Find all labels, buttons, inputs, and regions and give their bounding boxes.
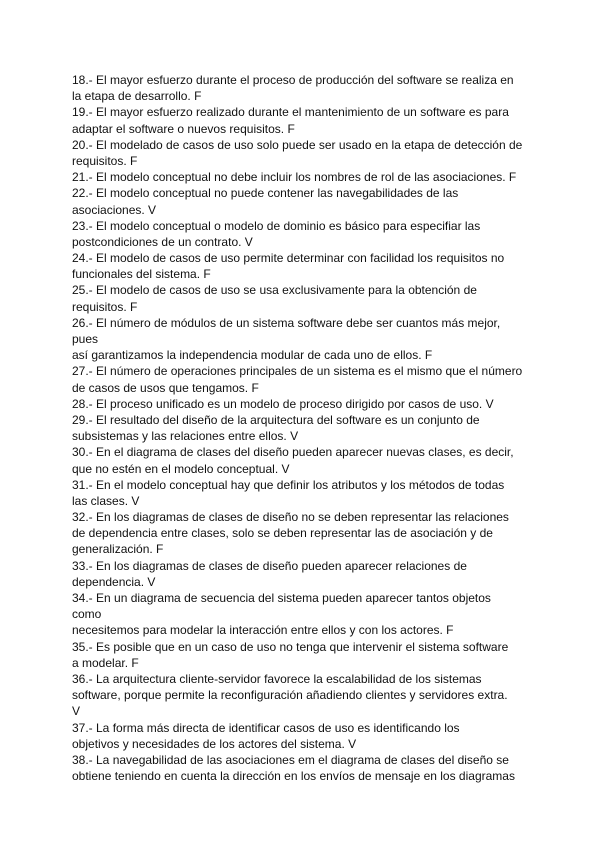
text-line: 35.- Es posible que en un caso de uso no tenga que intervenir el sistema software — [72, 639, 509, 654]
text-line: asociaciones. V — [72, 202, 157, 217]
text-line: así garantizamos la independencia modular de cada uno de ellos. F — [72, 348, 433, 363]
text-line: 33.- En los diagramas de clases de diseño pueden aparecer relaciones de — [72, 558, 467, 573]
text-line: 19.- El mayor esfuerzo realizado durante el mantenimiento de un software es para — [72, 105, 509, 120]
text-line: adaptar el software o nuevos requisitos. F — [72, 121, 295, 136]
text-line: requisitos. F — [72, 299, 138, 314]
text-line: requisitos. F — [72, 153, 138, 168]
text-line: 26.- El número de módulos de un sistema software debe ser cuantos más mejor, — [72, 315, 501, 330]
text-line: 38.- La navegabilidad de las asociaciones em el diagrama de clases del diseño se — [72, 752, 509, 767]
text-line: obtiene teniendo en cuenta la dirección en los envíos de mensaje en los diagramas — [72, 769, 515, 784]
text-line: 22.- El modelo conceptual no puede contener las navegabilidades de las — [72, 186, 459, 201]
text-line: que no estén en el modelo conceptual. V — [72, 461, 290, 476]
text-line: la etapa de desarrollo. F — [72, 89, 202, 104]
text-line: generalización. F — [72, 542, 164, 557]
text-line: 21.- El modelo conceptual no debe incluir los nombres de rol de las asociaciones. F — [72, 170, 517, 185]
text-line: 30.- En el diagrama de clases del diseño pueden aparecer nuevas clases, es decir, — [72, 445, 514, 460]
text-line: 27.- El número de operaciones principales de un sistema es el mismo que el número — [72, 364, 523, 379]
text-line: 20.- El modelado de casos de uso solo puede ser usado en la etapa de detección de — [72, 137, 523, 152]
text-line: 34.- En un diagrama de secuencia del sistema pueden aparecer tantos objetos — [72, 591, 491, 605]
text-line: 37.- La forma más directa de identificar casos de uso es identificando los — [72, 720, 460, 735]
text-line: de dependencia entre clases, solo se deben representar las de asociación y de — [72, 526, 493, 541]
text-line: 24.- El modelo de casos de uso permite determinar con facilidad los requisitos no — [72, 251, 505, 266]
text-line: software, porque permite la reconfiguración añadiendo clientes y servidores extra. — [72, 688, 508, 703]
text-line: 23.- El modelo conceptual o modelo de dominio es básico para especifiar las — [72, 218, 481, 233]
text-line: postcondiciones de un contrato. V — [72, 234, 253, 249]
text-line: dependencia. V — [72, 574, 156, 589]
text-line: funcionales del sistema. F — [72, 267, 211, 282]
text-line: 36.- La arquitectura cliente-servidor favorece la escalabilidad de los sistemas — [72, 671, 482, 686]
document-body — [72, 72, 532, 784]
text-line: 28.- El proceso unificado es un modelo de proceso dirigido por casos de uso. V — [72, 396, 494, 411]
text-line: 25.- El modelo de casos de uso se usa exclusivamente para la obtención de — [72, 283, 477, 298]
text-line: subsistemas y las relaciones entre ellos. V — [72, 429, 299, 444]
text-line: 31.- En el modelo conceptual hay que definir los atributos y los métodos de todas — [72, 477, 505, 492]
text-line: V — [72, 704, 81, 719]
text-line: 32.- En los diagramas de clases de diseño no se deben representar las relaciones — [72, 510, 509, 525]
text-line: las clases. V — [72, 493, 140, 508]
text-line: a modelar. F — [72, 655, 139, 670]
text-line: objetivos y necesidades de los actores del sistema. V — [72, 736, 357, 751]
text-line: necesitemos para modelar la interacción entre ellos y con los actores. F — [72, 623, 454, 638]
text-line: pues — [72, 332, 99, 346]
text-line: 29.- El resultado del diseño de la arquitectura del software es un conjunto de — [72, 412, 480, 427]
text-line: de casos de usos que tengamos. F — [72, 380, 259, 395]
text-line: 18.- El mayor esfuerzo durante el proceso de producción del software se realiza en — [72, 73, 514, 87]
text-line: como — [72, 607, 102, 622]
